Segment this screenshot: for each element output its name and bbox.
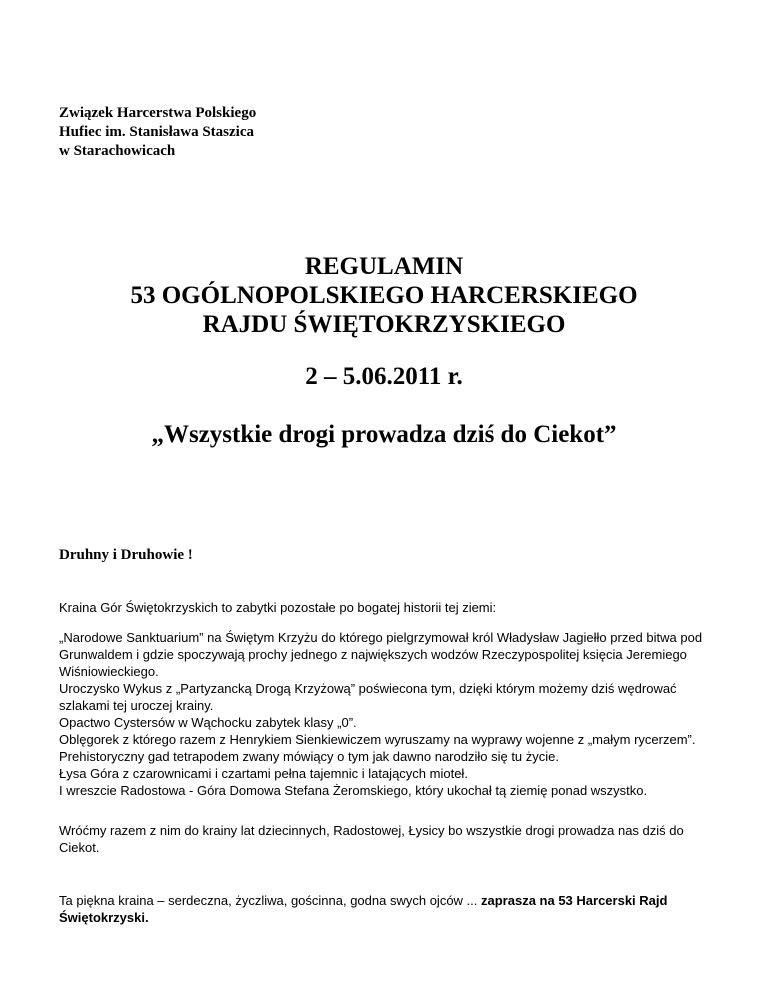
document-title (0, 252, 768, 339)
title-line-1: REGULAMIN (304, 253, 464, 280)
closing-paragraph: Wróćmy razem z nim do krainy lat dziecinnych, Radostowej, Łysicy bo wszystkie drogi prowadza nas dziś do Ciekot. (59, 823, 684, 855)
list-item: Prehistoryczny gad tetrapodem zwany mówiący o tym jak dawno narodziło się tu życie. (59, 749, 559, 764)
title-line-2: 53 OGÓLNOPOLSKIEGO HARCERSKIEGO (130, 282, 638, 309)
invitation-text: Ta piękna kraina – serdeczna, życzliwa, gościnna, godna swych ojców ... (59, 893, 481, 908)
title-line-3: RAJDU ŚWIĘTOKRZYSKIEGO (202, 311, 566, 338)
organization-header (59, 104, 256, 161)
invitation-highlight: zaprasza na 53 Harcerski Rajd Świętokrzyski. (59, 893, 668, 925)
greeting: Druhny i Druhowie ! (59, 547, 193, 563)
event-motto: „Wszystkie drogi prowadza dziś do Ciekot” (151, 421, 617, 448)
list-item: Uroczysko Wykus z „Partyzancką Drogą Krzyżową” poświecona tym, dzięki którym możemy dziś wędrować szlakami tej uroczej krainy. (59, 681, 677, 713)
org-unit: Hufiec im. Stanisława Staszica (59, 124, 254, 140)
list-item: „Narodowe Sanktuarium” na Świętym Krzyżu do którego pielgrzymował król Władysław Jagiełło przed bitwa pod Grunwaldem i gdzie spoczywają prochy jednego z największych wodzów Rzeczypospolitej księcia Jeremiego Wiśniowieckiego. (59, 630, 703, 679)
org-name: Związek Harcerstwa Polskiego (59, 105, 257, 121)
list-item: Opactwo Cystersów w Wąchocku zabytek klasy „0”. (59, 715, 357, 730)
list-item: Oblęgorek z którego razem z Henrykiem Sienkiewiczem wyruszamy na wyprawy wojenne z „małym rycerzem”. (59, 732, 696, 747)
attractions-list (59, 629, 719, 799)
org-location: w Starachowicach (59, 143, 176, 159)
intro-paragraph: Kraina Gór Świętokrzyskich to zabytki pozostałe po bogatej historii tej ziemi: (59, 600, 497, 615)
invitation-paragraph (59, 892, 719, 926)
list-item: I wreszcie Radostowa - Góra Domowa Stefana Żeromskiego, który ukochał tą ziemię ponad wszystko. (59, 783, 648, 798)
list-item: Łysa Góra z czarownicami i czartami pełna tajemnic i latających mioteł. (59, 766, 468, 781)
event-dates: 2 – 5.06.2011 r. (305, 363, 463, 390)
